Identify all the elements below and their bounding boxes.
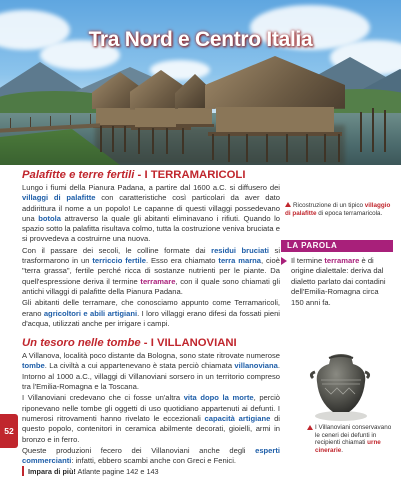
cinerary-urn-image bbox=[301, 346, 379, 424]
section-heading-terramaricoli: Palafitte e terre fertili - I TERRAMARICOLI bbox=[22, 169, 246, 181]
word-box-title: LA PAROLA bbox=[281, 240, 393, 252]
page-number: 52 bbox=[0, 414, 18, 448]
paragraph: Gli abitanti delle terramare, che conosciamo appunto come Terramaricoli, erano agricoltori e abili artigiani. I loro villaggi erano difesi da fossati pieni d'acqua, utilizzati anche per irrigare i campi. bbox=[22, 298, 280, 328]
word-box bbox=[281, 240, 393, 308]
arrow-up-icon bbox=[307, 425, 313, 430]
arrow-up-icon bbox=[285, 202, 291, 207]
footer-reference: Impara di più! Atlante pagine 142 e 143 bbox=[28, 467, 159, 476]
section-heading-villanoviani: Un tesoro nelle tombe - I VILLANOVIANI bbox=[22, 337, 237, 350]
footer-divider bbox=[22, 466, 24, 476]
main-text bbox=[22, 168, 280, 466]
paragraph: A Villanova, località poco distante da Bologna, sono state ritrovate numerose tombe. La civiltà a cui appartenevano è stata perciò chiamata villanoviana. Intorno al 1000 a.C., villaggi di Villanoviani sorsero in un territorio compreso tra l'Emilia-Romagna e la Toscana. bbox=[22, 351, 280, 392]
paragraph: Lungo i fiumi della Pianura Padana, a partire dal 1600 a.C. si diffusero dei villaggi di palafitte con caratteristiche così particolari da aver dato addirittura il nome a un popolo! Le capanne di questi villaggi possedevano una botola attraverso la quale gli abitanti eliminavano i rifiuti. Quando lo spazio sotto la palafitta risultava colmo, tutta la costruzione veniva bruciata e si provvedeva a costruirne una nuova. bbox=[22, 183, 280, 244]
triangle-bullet-icon bbox=[281, 257, 287, 265]
paragraph: I Villanoviani credevano che ci fosse un'altra vita dopo la morte, perciò riponevano nelle tombe gli oggetti di uso quotidiano appartenuti ai defunti. I numerosi ritrovamenti hanno rivelato le eccezionali capacità artigiane di questo popolo, contenitori in ceramica abilmente decorati, gioielli, armi in bronzo e in ferro. bbox=[22, 393, 280, 444]
urn-caption: I Villanoviani conservavano le ceneri dei defunti in recipienti chiamati urne cinerarie. bbox=[315, 424, 397, 454]
paragraph: Queste produzioni fecero dei Villanoviani anche degli esperti commercianti: infatti, ebbero scambi anche con Greci e Fenici. bbox=[22, 445, 280, 466]
photo-caption: Ricostruzione di un tipico villaggio di palafitte di epoca terramaricola. bbox=[285, 202, 391, 217]
word-box-text: Il termine terramare è di origine dialettale: deriva dal dialetto parlato dai contadini dell'Emilia-Romagna circa 150 anni fa. bbox=[281, 256, 393, 308]
paragraph: Con il passare dei secoli, le colline formate dai residui bruciati si trasformarono in un terriccio fertile. Esso era chiamato terra marna, cioè "terra grassa", fertile perché ricca di sostanze nutrienti per le piante. Da quell'espressione deriva il termine terramare, con il quale sono chiamati gli antichi villaggi di palafitte della Pianura Padana. bbox=[22, 245, 281, 296]
hero-photo bbox=[0, 0, 401, 165]
page-title: Tra Nord e Centro Italia bbox=[88, 28, 313, 51]
